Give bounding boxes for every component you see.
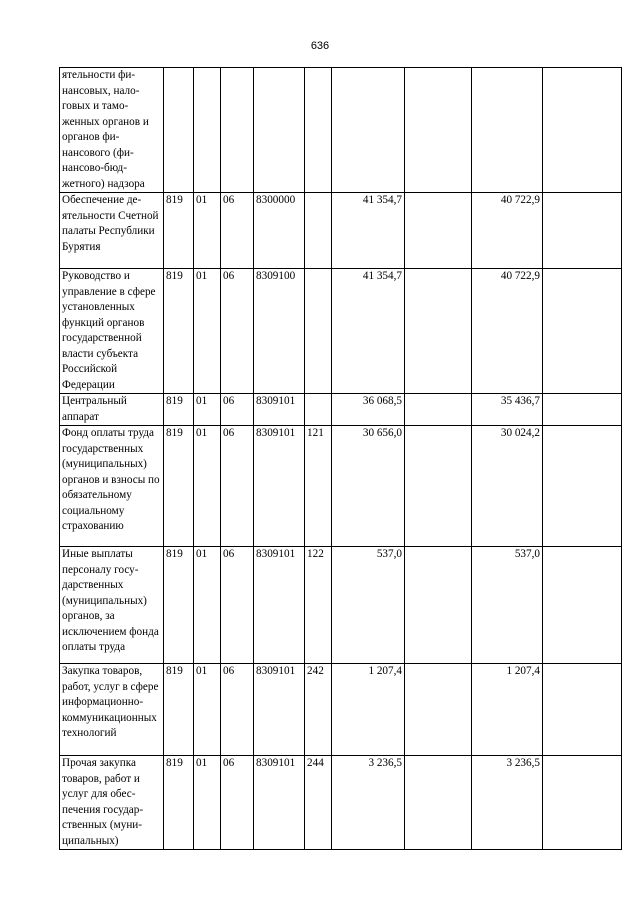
row-amount-1: 41 354,7 (332, 193, 405, 269)
row-admin-code: 819 (164, 426, 194, 547)
row-description: Центральный аппарат (60, 394, 164, 426)
row-amount-3: 3 236,5 (472, 756, 543, 850)
row-section-code: 01 (194, 394, 221, 426)
row-amount-3: 35 436,7 (472, 394, 543, 426)
row-description: Фонд оплаты труда государственных (муниципальных) органов и взносы по обязательному социальному страхованию (60, 426, 164, 547)
row-amount-4 (543, 756, 622, 850)
row-amount-2 (405, 68, 472, 193)
row-description: Прочая закупка товаров, работ и услуг для обеспечения государственных (муниципальных) (60, 756, 164, 850)
row-amount-4 (543, 68, 622, 193)
row-amount-4 (543, 193, 622, 269)
row-description: Закупка товаров, работ, услуг в сфере информационно-коммуникационных технологий (60, 664, 164, 756)
row-expense-type (305, 269, 332, 394)
table-row (60, 193, 622, 269)
row-amount-1 (332, 68, 405, 193)
row-admin-code: 819 (164, 269, 194, 394)
row-section-code: 01 (194, 426, 221, 547)
row-section-code: 01 (194, 193, 221, 269)
row-amount-2 (405, 193, 472, 269)
row-amount-3: 40 722,9 (472, 269, 543, 394)
row-subsection-code (221, 68, 254, 193)
table-row (60, 664, 622, 756)
row-admin-code: 819 (164, 547, 194, 664)
table-row (60, 68, 622, 193)
row-amount-3: 537,0 (472, 547, 543, 664)
table-row (60, 426, 622, 547)
row-subsection-code: 06 (221, 394, 254, 426)
row-expense-type (305, 68, 332, 193)
row-expense-type (305, 394, 332, 426)
row-target-article (254, 68, 305, 193)
row-amount-4 (543, 547, 622, 664)
row-admin-code: 819 (164, 756, 194, 850)
table-row (60, 394, 622, 426)
row-section-code (194, 68, 221, 193)
row-amount-4 (543, 394, 622, 426)
budget-table-body (60, 68, 622, 850)
row-section-code: 01 (194, 756, 221, 850)
row-amount-1: 36 068,5 (332, 394, 405, 426)
row-expense-type (305, 193, 332, 269)
row-amount-3: 30 024,2 (472, 426, 543, 547)
row-subsection-code: 06 (221, 426, 254, 547)
row-description: Иные выплаты персоналу государственных (муниципальных) органов, за исключением фонда оплаты труда (60, 547, 164, 664)
row-expense-type: 244 (305, 756, 332, 850)
row-target-article: 8309101 (254, 547, 305, 664)
page-number: 636 (310, 40, 330, 52)
row-description: Обеспечение деятельности Счетной палаты Республики Бурятия (60, 193, 164, 269)
row-amount-2 (405, 756, 472, 850)
row-amount-4 (543, 269, 622, 394)
row-amount-2 (405, 664, 472, 756)
row-admin-code: 819 (164, 394, 194, 426)
row-admin-code: 819 (164, 664, 194, 756)
row-amount-4 (543, 426, 622, 547)
row-section-code: 01 (194, 547, 221, 664)
row-target-article: 8309101 (254, 756, 305, 850)
row-amount-1: 537,0 (332, 547, 405, 664)
row-target-article: 8309101 (254, 664, 305, 756)
row-amount-3: 1 207,4 (472, 664, 543, 756)
row-amount-1: 3 236,5 (332, 756, 405, 850)
row-description: Руководство и управление в сфере установленных функций органов государственной власти субъекта Российской Федерации (60, 269, 164, 394)
row-admin-code: 819 (164, 193, 194, 269)
row-expense-type: 122 (305, 547, 332, 664)
table-row (60, 547, 622, 664)
row-subsection-code: 06 (221, 269, 254, 394)
row-target-article: 8309101 (254, 394, 305, 426)
row-amount-3: 40 722,9 (472, 193, 543, 269)
row-amount-4 (543, 664, 622, 756)
table-row (60, 756, 622, 850)
row-amount-2 (405, 269, 472, 394)
budget-table (59, 67, 622, 850)
row-subsection-code: 06 (221, 756, 254, 850)
row-target-article: 8309101 (254, 426, 305, 547)
row-amount-1: 1 207,4 (332, 664, 405, 756)
row-amount-3 (472, 68, 543, 193)
row-subsection-code: 06 (221, 664, 254, 756)
table-row (60, 269, 622, 394)
row-admin-code (164, 68, 194, 193)
row-section-code: 01 (194, 269, 221, 394)
row-amount-1: 30 656,0 (332, 426, 405, 547)
row-target-article: 8300000 (254, 193, 305, 269)
row-amount-2 (405, 394, 472, 426)
row-section-code: 01 (194, 664, 221, 756)
row-expense-type: 242 (305, 664, 332, 756)
row-amount-2 (405, 426, 472, 547)
row-amount-1: 41 354,7 (332, 269, 405, 394)
row-expense-type: 121 (305, 426, 332, 547)
row-description: ятельности финансовых, налоговых и таможенных органов и органов финансового (финансово-бюджетного) надзора (60, 68, 164, 193)
row-subsection-code: 06 (221, 193, 254, 269)
row-subsection-code: 06 (221, 547, 254, 664)
row-amount-2 (405, 547, 472, 664)
row-target-article: 8309100 (254, 269, 305, 394)
